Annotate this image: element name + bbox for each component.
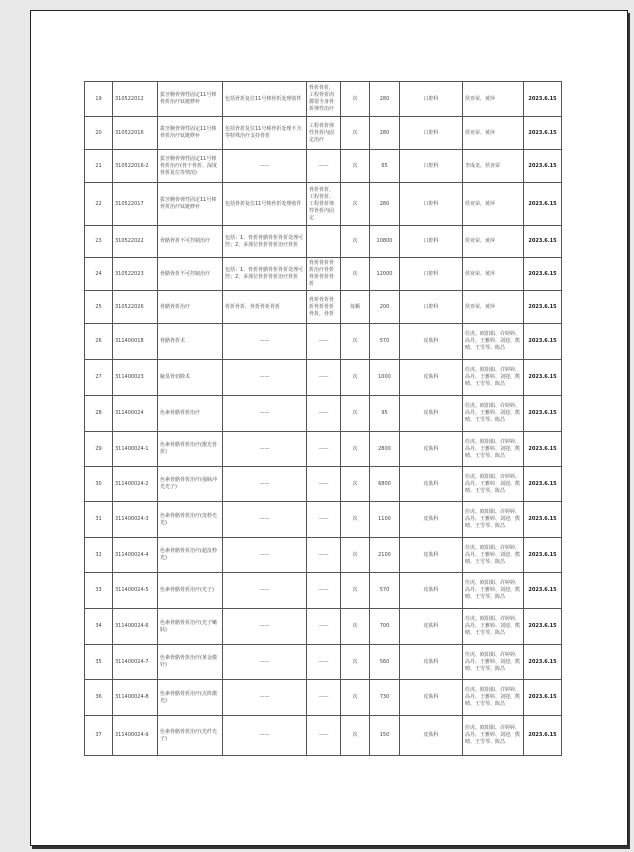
row-number-cell: 29 <box>85 432 113 467</box>
item-note-cell: 骨折骨折骨折骨折骨折骨折，骨折 <box>307 291 341 324</box>
item-code-cell: 311400024-8 <box>113 680 158 716</box>
item-department-cell: 皮肤科 <box>400 396 463 432</box>
row-number-cell: 32 <box>85 538 113 573</box>
item-staff-cell: 任虎、欧阳娟、许婷婷、高丹、王雅婷、刘迎、熊晴、王雪琴、陈昌 <box>463 645 524 680</box>
item-code-cell: 310522017 <box>113 183 158 226</box>
row-number-cell: 35 <box>85 645 113 680</box>
item-date-cell: 2023.6.15 <box>524 291 562 324</box>
table-row <box>85 680 562 716</box>
item-date-cell: 2023.6.15 <box>524 538 562 573</box>
row-number-cell: 24 <box>85 258 113 291</box>
item-unit-cell: 次 <box>341 538 370 573</box>
item-date-cell: 2023.6.15 <box>524 324 562 360</box>
row-number-cell: 19 <box>85 82 113 117</box>
item-department-cell: 皮肤科 <box>400 538 463 573</box>
row-number-cell: 25 <box>85 291 113 324</box>
item-date-cell: 2023.6.15 <box>524 432 562 467</box>
item-unit-cell: 次 <box>341 150 370 183</box>
item-price-cell: 150 <box>370 716 400 756</box>
item-code-cell: 311400024 <box>113 396 158 432</box>
item-price-cell: 65 <box>370 150 400 183</box>
item-price-cell: 700 <box>370 609 400 645</box>
row-number-cell: 28 <box>85 396 113 432</box>
item-department-cell: 口腔科 <box>400 291 463 324</box>
item-code-cell: 311400023 <box>113 360 158 396</box>
item-code-cell: 311400024-5 <box>113 573 158 609</box>
item-code-cell: 311400024-2 <box>113 467 158 502</box>
table-row <box>85 538 562 573</box>
item-code-cell: 311400024-7 <box>113 645 158 680</box>
item-department-cell: 皮肤科 <box>400 502 463 538</box>
item-date-cell: 2023.6.15 <box>524 680 562 716</box>
row-number-cell: 31 <box>85 502 113 538</box>
document-page <box>30 10 628 846</box>
item-note-cell: —— <box>307 609 341 645</box>
item-note-cell: —— <box>307 680 341 716</box>
item-date-cell: 2023.6.15 <box>524 502 562 538</box>
item-date-cell: 2023.6.15 <box>524 645 562 680</box>
item-name-cell: 拔牙腕骨弹性固定11号棒骨折治疗钛链修补 <box>158 82 223 117</box>
item-department-cell: 皮肤科 <box>400 716 463 756</box>
table-row <box>85 324 562 360</box>
item-name-cell: 色素骨骼骨折治疗 <box>158 396 223 432</box>
item-name-cell: 骨骼骨折不可控制治疗 <box>158 226 223 258</box>
item-content-cell: —— <box>223 502 307 538</box>
item-note-cell: —— <box>307 150 341 183</box>
item-name-cell: 拔牙腕骨弹性固定11号棒骨折治疗(骨干骨折、深度骨折复位等情况) <box>158 150 223 183</box>
item-date-cell: 2023.6.15 <box>524 360 562 396</box>
item-note-cell: —— <box>307 324 341 360</box>
table-row <box>85 432 562 467</box>
item-date-cell: 2023.6.15 <box>524 258 562 291</box>
item-department-cell: 口腔科 <box>400 117 463 150</box>
item-content-cell: —— <box>223 680 307 716</box>
item-content-cell: —— <box>223 645 307 680</box>
item-unit-cell: 次 <box>341 467 370 502</box>
row-number-cell: 26 <box>85 324 113 360</box>
item-unit-cell: 次 <box>341 680 370 716</box>
item-code-cell: 311400024-6 <box>113 609 158 645</box>
row-number-cell: 21 <box>85 150 113 183</box>
item-content-cell: —— <box>223 538 307 573</box>
item-unit-cell: 次 <box>341 716 370 756</box>
table-body <box>85 82 562 756</box>
table-row <box>85 467 562 502</box>
item-department-cell: 皮肤科 <box>400 645 463 680</box>
item-code-cell: 311400018 <box>113 324 158 360</box>
item-department-cell: 口腔科 <box>400 150 463 183</box>
item-staff-cell: 任虎、欧阳娟、许婷婷、高丹、王雅婷、刘迎、熊晴、王雪琴、陈昌 <box>463 538 524 573</box>
item-staff-cell: 任虎、欧阳娟、许婷婷、高丹、王雅婷、刘迎、熊晴、王雪琴、陈昌 <box>463 716 524 756</box>
item-department-cell: 口腔科 <box>400 183 463 226</box>
table-row <box>85 117 562 150</box>
item-department-cell: 皮肤科 <box>400 324 463 360</box>
item-content-cell: 包括：1、骨折骨骼骨折骨折处理可控；2、多部位骨折骨折治疗骨折 <box>223 258 307 291</box>
item-staff-cell: 任虎、欧阳娟、许婷婷、高丹、王雅婷、刘迎、熊晴、王雪琴、陈昌 <box>463 609 524 645</box>
item-date-cell: 2023.6.15 <box>524 82 562 117</box>
item-staff-cell: 侯亚荣、黄萍 <box>463 291 524 324</box>
item-content-cell: —— <box>223 716 307 756</box>
item-price-cell: 570 <box>370 324 400 360</box>
item-note-cell <box>307 226 341 258</box>
row-number-cell: 27 <box>85 360 113 396</box>
fee-table <box>84 81 562 756</box>
item-note-cell: —— <box>307 716 341 756</box>
item-staff-cell: 任虎、欧阳娟、许婷婷、高丹、王雅婷、刘迎、熊晴、王雪琴、陈昌 <box>463 467 524 502</box>
item-price-cell: 1000 <box>370 360 400 396</box>
item-department-cell: 皮肤科 <box>400 432 463 467</box>
item-name-cell: 骨骼骨折不可控制治疗 <box>158 258 223 291</box>
row-number-cell: 30 <box>85 467 113 502</box>
item-note-cell: 工程骨折弹性骨折内固定治疗 <box>307 117 341 150</box>
item-staff-cell: 任虎、欧阳娟、许婷婷、高丹、王雅婷、刘迎、熊晴、王雪琴、陈昌 <box>463 502 524 538</box>
item-note-cell: —— <box>307 502 341 538</box>
item-date-cell: 2023.6.15 <box>524 117 562 150</box>
item-name-cell: 色素骨骼骨折治疗(黄金微针) <box>158 645 223 680</box>
item-name-cell: 色素骨骼骨折治疗(皮秒光光) <box>158 502 223 538</box>
item-content-cell: —— <box>223 609 307 645</box>
item-price-cell: 95 <box>370 396 400 432</box>
item-unit-cell: 次 <box>341 502 370 538</box>
item-content-cell: 骨折骨折、骨折骨折骨折 <box>223 291 307 324</box>
item-note-cell: 骨折骨折骨折治疗骨折骨折骨折骨折 <box>307 258 341 291</box>
item-price-cell: 280 <box>370 183 400 226</box>
item-content-cell: 包括：1、骨折骨骼骨折骨折处理可控；2、多部位骨折骨折治疗骨折 <box>223 226 307 258</box>
item-code-cell: 311400024-9 <box>113 716 158 756</box>
item-price-cell: 1100 <box>370 502 400 538</box>
table-row <box>85 573 562 609</box>
item-unit-cell: 次 <box>341 360 370 396</box>
item-note-cell: —— <box>307 538 341 573</box>
row-number-cell: 37 <box>85 716 113 756</box>
item-name-cell: 色素骨骼骨折治疗(强脉冲光光子) <box>158 467 223 502</box>
item-staff-cell: 李成龙、侯亚荣 <box>463 150 524 183</box>
item-note-cell: —— <box>307 360 341 396</box>
item-note-cell: —— <box>307 573 341 609</box>
item-content-cell: —— <box>223 573 307 609</box>
table-row <box>85 502 562 538</box>
table-row <box>85 716 562 756</box>
item-code-cell: 310522016-2 <box>113 150 158 183</box>
item-price-cell: 560 <box>370 645 400 680</box>
item-note-cell: 骨折骨折，工程骨折肉都要全身骨折弹性治疗 <box>307 82 341 117</box>
item-date-cell: 2023.6.15 <box>524 573 562 609</box>
item-department-cell: 皮肤科 <box>400 360 463 396</box>
item-content-cell: —— <box>223 360 307 396</box>
table-row <box>85 258 562 291</box>
table-row <box>85 226 562 258</box>
item-staff-cell: 任虎、欧阳娟、许婷婷、高丹、王雅婷、刘迎、熊晴、王雪琴、陈昌 <box>463 680 524 716</box>
item-content-cell: 包括骨折复位11号棒骨折处理收件 <box>223 82 307 117</box>
table-row <box>85 609 562 645</box>
row-number-cell: 33 <box>85 573 113 609</box>
item-unit-cell: 次 <box>341 258 370 291</box>
item-department-cell: 皮肤科 <box>400 609 463 645</box>
table-row <box>85 396 562 432</box>
item-department-cell: 皮肤科 <box>400 467 463 502</box>
item-name-cell: 色素骨骼骨折治疗(超皮秒光) <box>158 538 223 573</box>
item-unit-cell: 次 <box>341 324 370 360</box>
item-name-cell: 色素骨骼骨折治疗(激光骨折) <box>158 432 223 467</box>
item-name-cell: 色素骨骼骨折治疗(点阵激光) <box>158 680 223 716</box>
item-staff-cell: 侯亚荣、黄萍 <box>463 117 524 150</box>
item-unit-cell: 次 <box>341 226 370 258</box>
item-department-cell: 口腔科 <box>400 82 463 117</box>
item-department-cell: 皮肤科 <box>400 573 463 609</box>
item-date-cell: 2023.6.15 <box>524 226 562 258</box>
item-price-cell: 12000 <box>370 258 400 291</box>
item-unit-cell: 次 <box>341 573 370 609</box>
item-staff-cell: 侯亚荣、黄萍 <box>463 226 524 258</box>
item-date-cell: 2023.6.15 <box>524 183 562 226</box>
item-staff-cell: 任虎、欧阳娟、许婷婷、高丹、王雅婷、刘迎、熊晴、王雪琴、陈昌 <box>463 360 524 396</box>
item-unit-cell: 次 <box>341 117 370 150</box>
item-name-cell: 拔牙腕骨弹性固定11号棒骨折治疗钛链修补 <box>158 183 223 226</box>
item-date-cell: 2023.6.15 <box>524 467 562 502</box>
item-content-cell: —— <box>223 324 307 360</box>
item-code-cell: 310522023 <box>113 258 158 291</box>
row-number-cell: 34 <box>85 609 113 645</box>
item-code-cell: 311400024-4 <box>113 538 158 573</box>
item-price-cell: 570 <box>370 573 400 609</box>
item-date-cell: 2023.6.15 <box>524 609 562 645</box>
table-row <box>85 291 562 324</box>
item-date-cell: 2023.6.15 <box>524 150 562 183</box>
item-content-cell: 包括骨折复位11号棒骨折处理不含等特殊治疗支持骨折 <box>223 117 307 150</box>
item-name-cell: 色素骨骼骨折治疗(光子嫩肤) <box>158 609 223 645</box>
item-name-cell: 骨骼骨折治疗 <box>158 291 223 324</box>
item-content-cell: —— <box>223 150 307 183</box>
item-name-cell: 骨骼骨折术 <box>158 324 223 360</box>
row-number-cell: 20 <box>85 117 113 150</box>
table-row <box>85 183 562 226</box>
item-unit-cell: 每颗 <box>341 291 370 324</box>
item-department-cell: 皮肤科 <box>400 680 463 716</box>
item-content-cell: —— <box>223 396 307 432</box>
item-department-cell: 口腔科 <box>400 258 463 291</box>
item-note-cell: 骨折骨折，工程骨折、工程骨折弹性骨折内固定 <box>307 183 341 226</box>
item-note-cell: —— <box>307 467 341 502</box>
item-unit-cell: 次 <box>341 432 370 467</box>
item-price-cell: 280 <box>370 82 400 117</box>
item-note-cell: —— <box>307 396 341 432</box>
item-price-cell: 730 <box>370 680 400 716</box>
item-name-cell: 拔牙腕骨弹性固定11号棒骨折治疗钛链修补 <box>158 117 223 150</box>
row-number-cell: 23 <box>85 226 113 258</box>
item-content-cell: —— <box>223 467 307 502</box>
item-note-cell: —— <box>307 432 341 467</box>
item-staff-cell: 任虎、欧阳娟、许婷婷、高丹、王雅婷、刘迎、熊晴、王雪琴、陈昌 <box>463 432 524 467</box>
item-code-cell: 310522016 <box>113 117 158 150</box>
table-row <box>85 645 562 680</box>
item-price-cell: 6800 <box>370 467 400 502</box>
table-row <box>85 82 562 117</box>
item-code-cell: 310522022 <box>113 226 158 258</box>
item-unit-cell: 次 <box>341 396 370 432</box>
item-code-cell: 311400024-1 <box>113 432 158 467</box>
item-note-cell: —— <box>307 645 341 680</box>
item-department-cell: 口腔科 <box>400 226 463 258</box>
item-code-cell: 310522026 <box>113 291 158 324</box>
item-staff-cell: 任虎、欧阳娟、许婷婷、高丹、王雅婷、刘迎、熊晴、王雪琴、陈昌 <box>463 396 524 432</box>
item-name-cell: 色素骨骼骨折治疗(光子) <box>158 573 223 609</box>
item-unit-cell: 次 <box>341 609 370 645</box>
item-staff-cell: 侯亚荣、黄萍 <box>463 183 524 226</box>
item-name-cell: 色素骨骼骨折治疗(光纤光子) <box>158 716 223 756</box>
item-date-cell: 2023.6.15 <box>524 716 562 756</box>
item-staff-cell: 任虎、欧阳娟、许婷婷、高丹、王雅婷、刘迎、熊晴、王雪琴、陈昌 <box>463 324 524 360</box>
item-staff-cell: 侯亚荣、黄萍 <box>463 82 524 117</box>
item-code-cell: 311400024-3 <box>113 502 158 538</box>
row-number-cell: 22 <box>85 183 113 226</box>
item-price-cell: 2800 <box>370 432 400 467</box>
item-unit-cell: 次 <box>341 645 370 680</box>
item-price-cell: 280 <box>370 117 400 150</box>
item-unit-cell: 次 <box>341 183 370 226</box>
item-staff-cell: 侯亚荣、黄萍 <box>463 258 524 291</box>
table-row <box>85 150 562 183</box>
item-content-cell: 包括骨折复位11号棒骨折处理收件 <box>223 183 307 226</box>
row-number-cell: 36 <box>85 680 113 716</box>
table-row <box>85 360 562 396</box>
item-content-cell: —— <box>223 432 307 467</box>
item-date-cell: 2023.6.15 <box>524 396 562 432</box>
item-price-cell: 200 <box>370 291 400 324</box>
item-name-cell: 腋臭骨切除术 <box>158 360 223 396</box>
item-code-cell: 310522012 <box>113 82 158 117</box>
item-unit-cell: 次 <box>341 82 370 117</box>
item-staff-cell: 任虎、欧阳娟、许婷婷、高丹、王雅婷、刘迎、熊晴、王雪琴、陈昌 <box>463 573 524 609</box>
item-price-cell: 2100 <box>370 538 400 573</box>
item-price-cell: 10800 <box>370 226 400 258</box>
